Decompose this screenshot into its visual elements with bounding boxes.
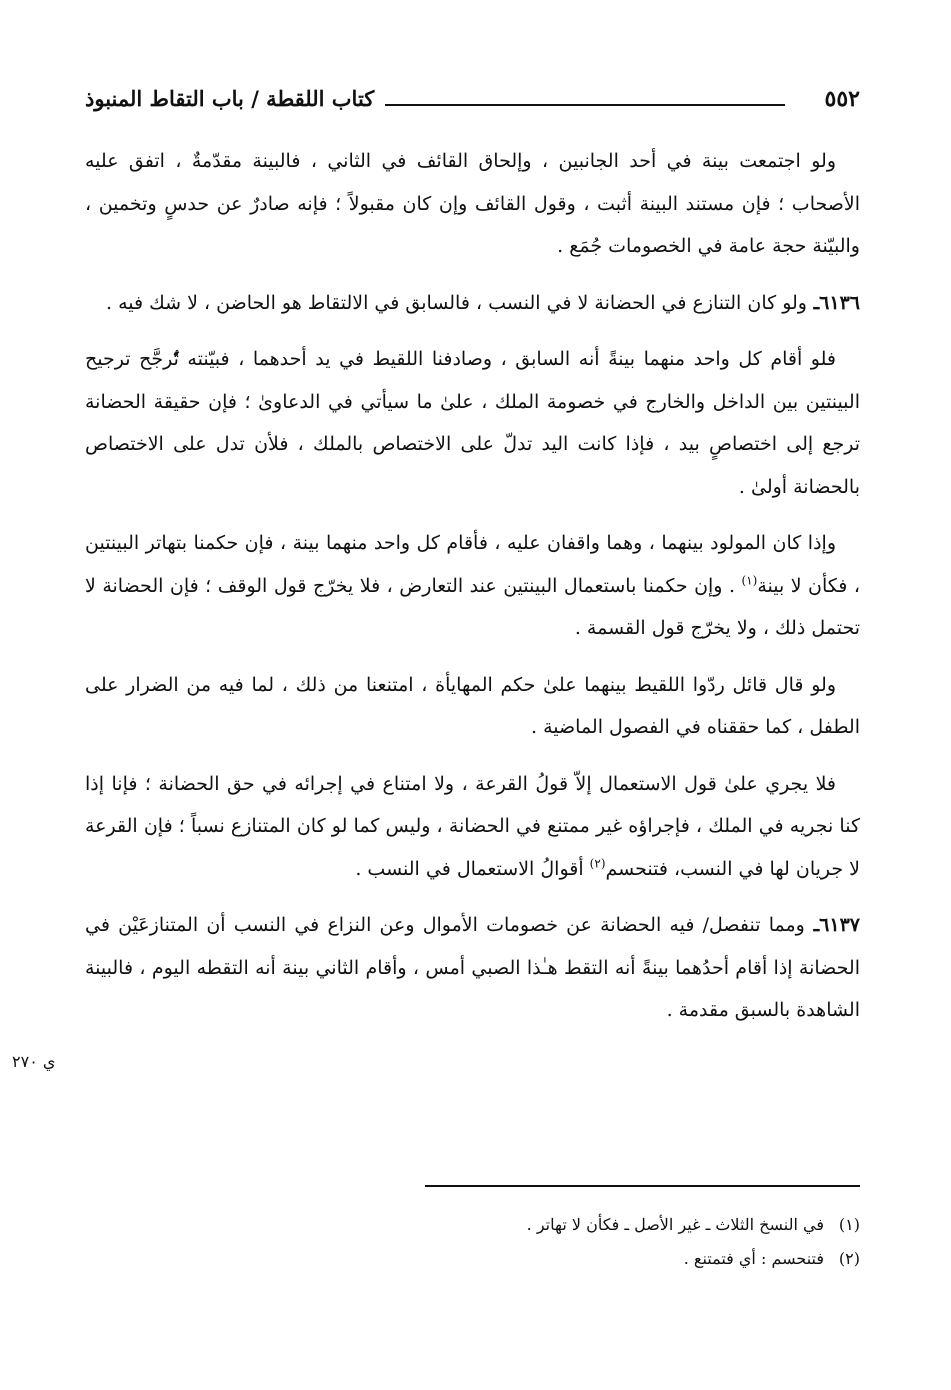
paragraph-2: ٦١٣٦ـ ولو كان التنازع في الحضانة لا في النسب ، فالسابق في الالتقاط هو الحاضن ، لا شك فيه .: [106, 291, 860, 314]
paragraph-5: [85, 664, 860, 749]
page-header: [85, 82, 860, 120]
footnotes: [300, 1208, 860, 1276]
paragraph-text: ولو قال قائل ردّوا اللقيط بينهما علىٰ حكم المهايأة ، امتنعنا من ذلك ، لما فيه من الضرار على الطفل ، كما حققناه في الفصول الماضية .: [85, 673, 860, 738]
footnote-ref[interactable]: (٢): [589, 856, 606, 871]
page-number: ٥٥٢: [824, 86, 860, 112]
paragraph-text: ومما تنفصل/ فيه الحضانة عن خصومات الأموال وعن النزاع في النسب أن المتنازعَيْن في الحضانة إذا أقام أحدُهما بينةً أنه التقط هـٰذا الصبي أمس ، وأقام الثاني بينة أنه التقطه اليوم ، فالبينة الشاهدة بالسبق مقدمة .: [85, 914, 860, 1021]
footnote-1: [300, 1208, 860, 1242]
main-text: [85, 140, 860, 1046]
paragraph-text: ولو كان التنازع في الحضانة لا في النسب ، فالسابق في الالتقاط هو الحاضن ، لا شك فيه .: [106, 291, 807, 314]
paragraph-text: فلا يجري علىٰ قول الاستعمال إلاّ قولُ القرعة ، ولا امتناع في إجرائه في حق الحضانة ؛ فإنا إذا كنا نجريه في الملك ، فإجراؤه غير ممتنع في الحضانة ، وليس كما لو كان المتنازع نسباً ؛ فإن القرعة لا جريان لها في النسب، فتنحسم: [85, 772, 860, 880]
footnote-text: فتنحسم : أي فتمتنع .: [683, 1249, 824, 1268]
paragraph-1: [85, 140, 860, 268]
paragraph-text: ولو اجتمعت بينة في أحد الجانبين ، وإلحاق القائف في الثاني ، فالبينة مقدّمةٌ ، اتفق عليه الأصحاب ؛ فإن مستند البينة أثبت ، وقول القائف وإن كان مقبولاً ؛ فإنه صادرٌ عن حدسٍ وتخمين ، والبيّنة حجة عامة في الخصومات جُمَع .: [85, 150, 860, 257]
paragraph-text: وإذا كان المولود بينهما ، وهما واقفان عليه ، فأقام كل واحد منهما بينة ، فإن حكمنا بتهاتر البينتين ، فكأن لا بينة: [85, 532, 860, 597]
footnote-2: [300, 1242, 860, 1276]
paragraph-text: فلو أقام كل واحد منهما بينةً أنه السابق ، وصادفنا اللقيط في يد أحدهما ، فبيّنته تُرجَّح ترجيح البينتين بين الداخل والخارج في خصومة الملك ، علىٰ ما سيأتي في الدعاوىٰ ؛ فإن حقيقة الحضانة ترجع إلى اختصاصٍ بيد ، فإذا كانت اليد تدلّ على الاختصاص بالملك ، فلأن تدل على الاختصاص بالحضانة أولىٰ .: [85, 348, 860, 498]
paragraph-4: [85, 522, 860, 650]
footnote-rule: [425, 1185, 860, 1187]
paragraph-text: . وإن حكمنا باستعمال البينتين عند التعارض ، فلا يخرّج قول الوقف ؛ فإن الحضانة لا تحتمل ذلك ، ولا يخرّج قول القسمة .: [85, 574, 860, 639]
margin-manuscript-ref: ي ٢٧٠: [12, 1052, 56, 1071]
section-number: ٦١٣٦: [819, 291, 860, 314]
footnote-number: (١): [838, 1215, 860, 1234]
running-title: كتاب اللقطة / باب التقاط المنبوذ: [85, 86, 375, 111]
section-number: ٦١٣٧: [819, 914, 860, 936]
paragraph-text: أقوالُ الاستعمال في النسب .: [355, 857, 590, 880]
paragraph-3: [85, 338, 860, 508]
header-rule: [385, 104, 785, 106]
paragraph-7: ٦١٣٧ـ ومما تنفصل/ فيه الحضانة عن خصومات الأموال وعن النزاع في النسب أن المتنازعَيْن في الحضانة إذا أقام أحدُهما بينةً أنه التقط هـٰذا الصبي أمس ، وأقام الثاني بينة أنه التقطه اليوم ، فالبينة الشاهدة بالسبق مقدمة .: [85, 914, 860, 1021]
footnote-number: (٢): [838, 1249, 860, 1268]
footnote-text: في النسخ الثلاث ـ غير الأصل ـ فكأن لا تهاتر .: [526, 1215, 824, 1234]
paragraph-6: [85, 763, 860, 891]
footnote-ref[interactable]: (١): [741, 573, 758, 588]
